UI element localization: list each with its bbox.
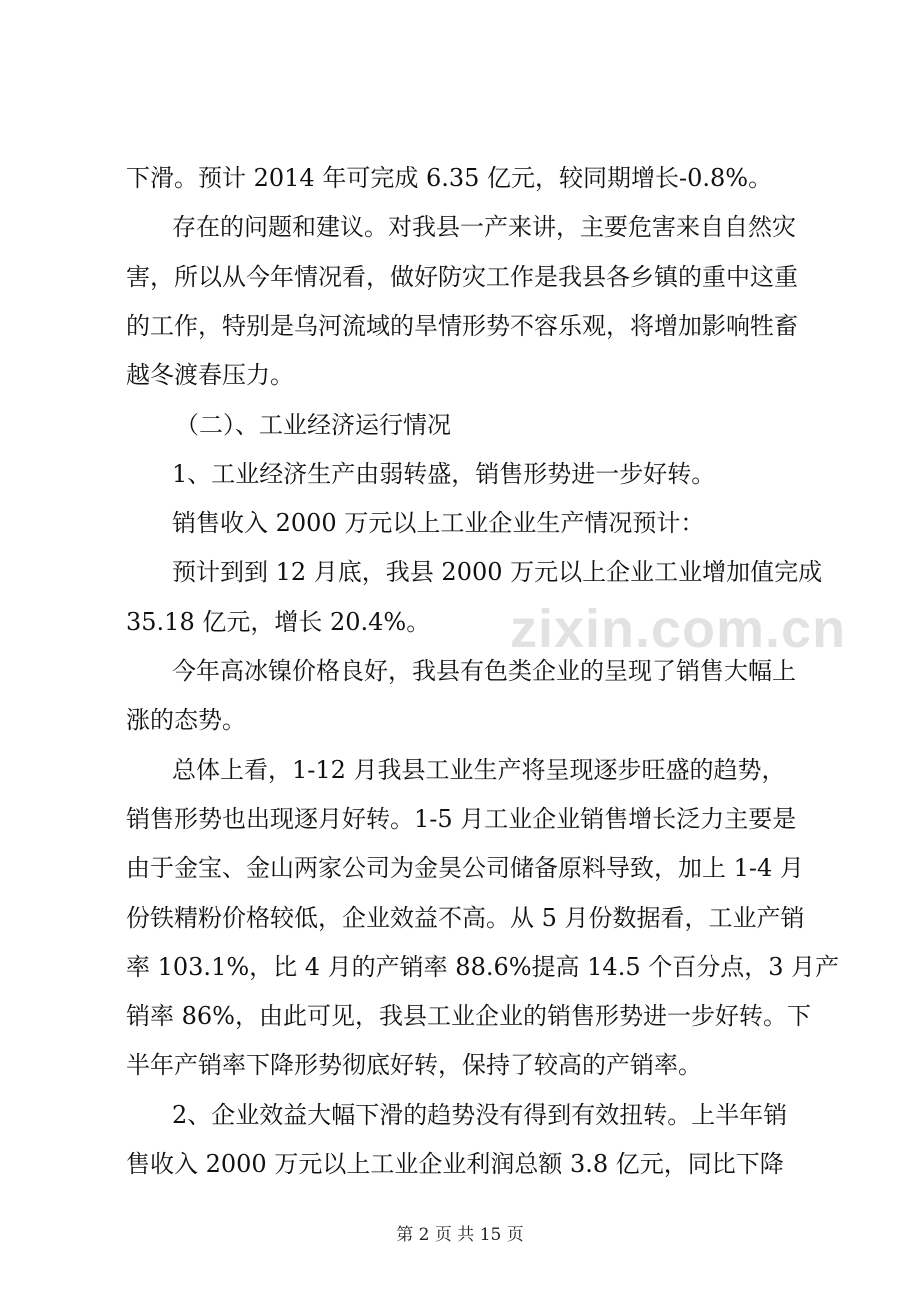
text-line: 销售形势也出现逐月好转。1-5 月工业企业销售增长泛力主要是: [126, 805, 797, 833]
text-line: 销售收入 2000 万元以上工业企业生产情况预计：: [172, 509, 705, 537]
text-line: 2、企业效益大幅下滑的趋势没有得到有效扭转。上半年销: [172, 1101, 788, 1129]
text-line: 存在的问题和建议。对我县一产来讲，主要危害来自自然灾: [172, 213, 796, 241]
text-line: 今年高冰镍价格良好，我县有色类企业的呈现了销售大幅上: [172, 657, 796, 685]
text-line: 半年产销率下降形势彻底好转，保持了较高的产销率。: [126, 1051, 702, 1079]
text-line: 害，所以从今年情况看，做好防灾工作是我县各乡镇的重中这重: [126, 263, 798, 291]
section-heading: （二）、工业经济运行情况: [175, 411, 451, 439]
text-line: 越冬渡春压力。: [126, 361, 294, 389]
text-line: 率 103.1%，比 4 月的产销率 88.6%提高 14.5 个百分点，3 月产: [126, 953, 840, 981]
text-line: 总体上看，1-12 月我县工业生产将呈现逐步旺盛的趋势，: [172, 756, 786, 784]
text-line: 销率 86%，由此可见，我县工业企业的销售形势进一步好转。下: [126, 1002, 811, 1030]
text-line: 35.18 亿元，增长 20.4%。: [126, 608, 431, 636]
watermark: zixin.com.cn: [510, 599, 847, 659]
text-line: 下滑。预计 2014 年可完成 6.35 亿元，较同期增长-0.8%。: [126, 164, 773, 192]
text-line: 预计到到 12 月底，我县 2000 万元以上企业工业增加值完成: [172, 558, 823, 586]
text-line: 份铁精粉价格较低，企业效益不高。从 5 月份数据看，工业产销: [126, 904, 805, 932]
page-number-footer: 第 2 页 共 15 页: [396, 1225, 524, 1245]
text-line: 涨的态势。: [126, 706, 246, 734]
text-line: 由于金宝、金山两家公司为金昊公司储备原料导致，加上 1-4 月: [126, 854, 804, 882]
text-line: 售收入 2000 万元以上工业企业利润总额 3.8 亿元，同比下降: [126, 1150, 784, 1178]
text-line: 的工作，特别是乌河流域的旱情形势不容乐观，将增加影响牲畜: [126, 312, 798, 340]
text-line: 1、工业经济生产由弱转盛，销售形势进一步好转。: [172, 460, 716, 488]
